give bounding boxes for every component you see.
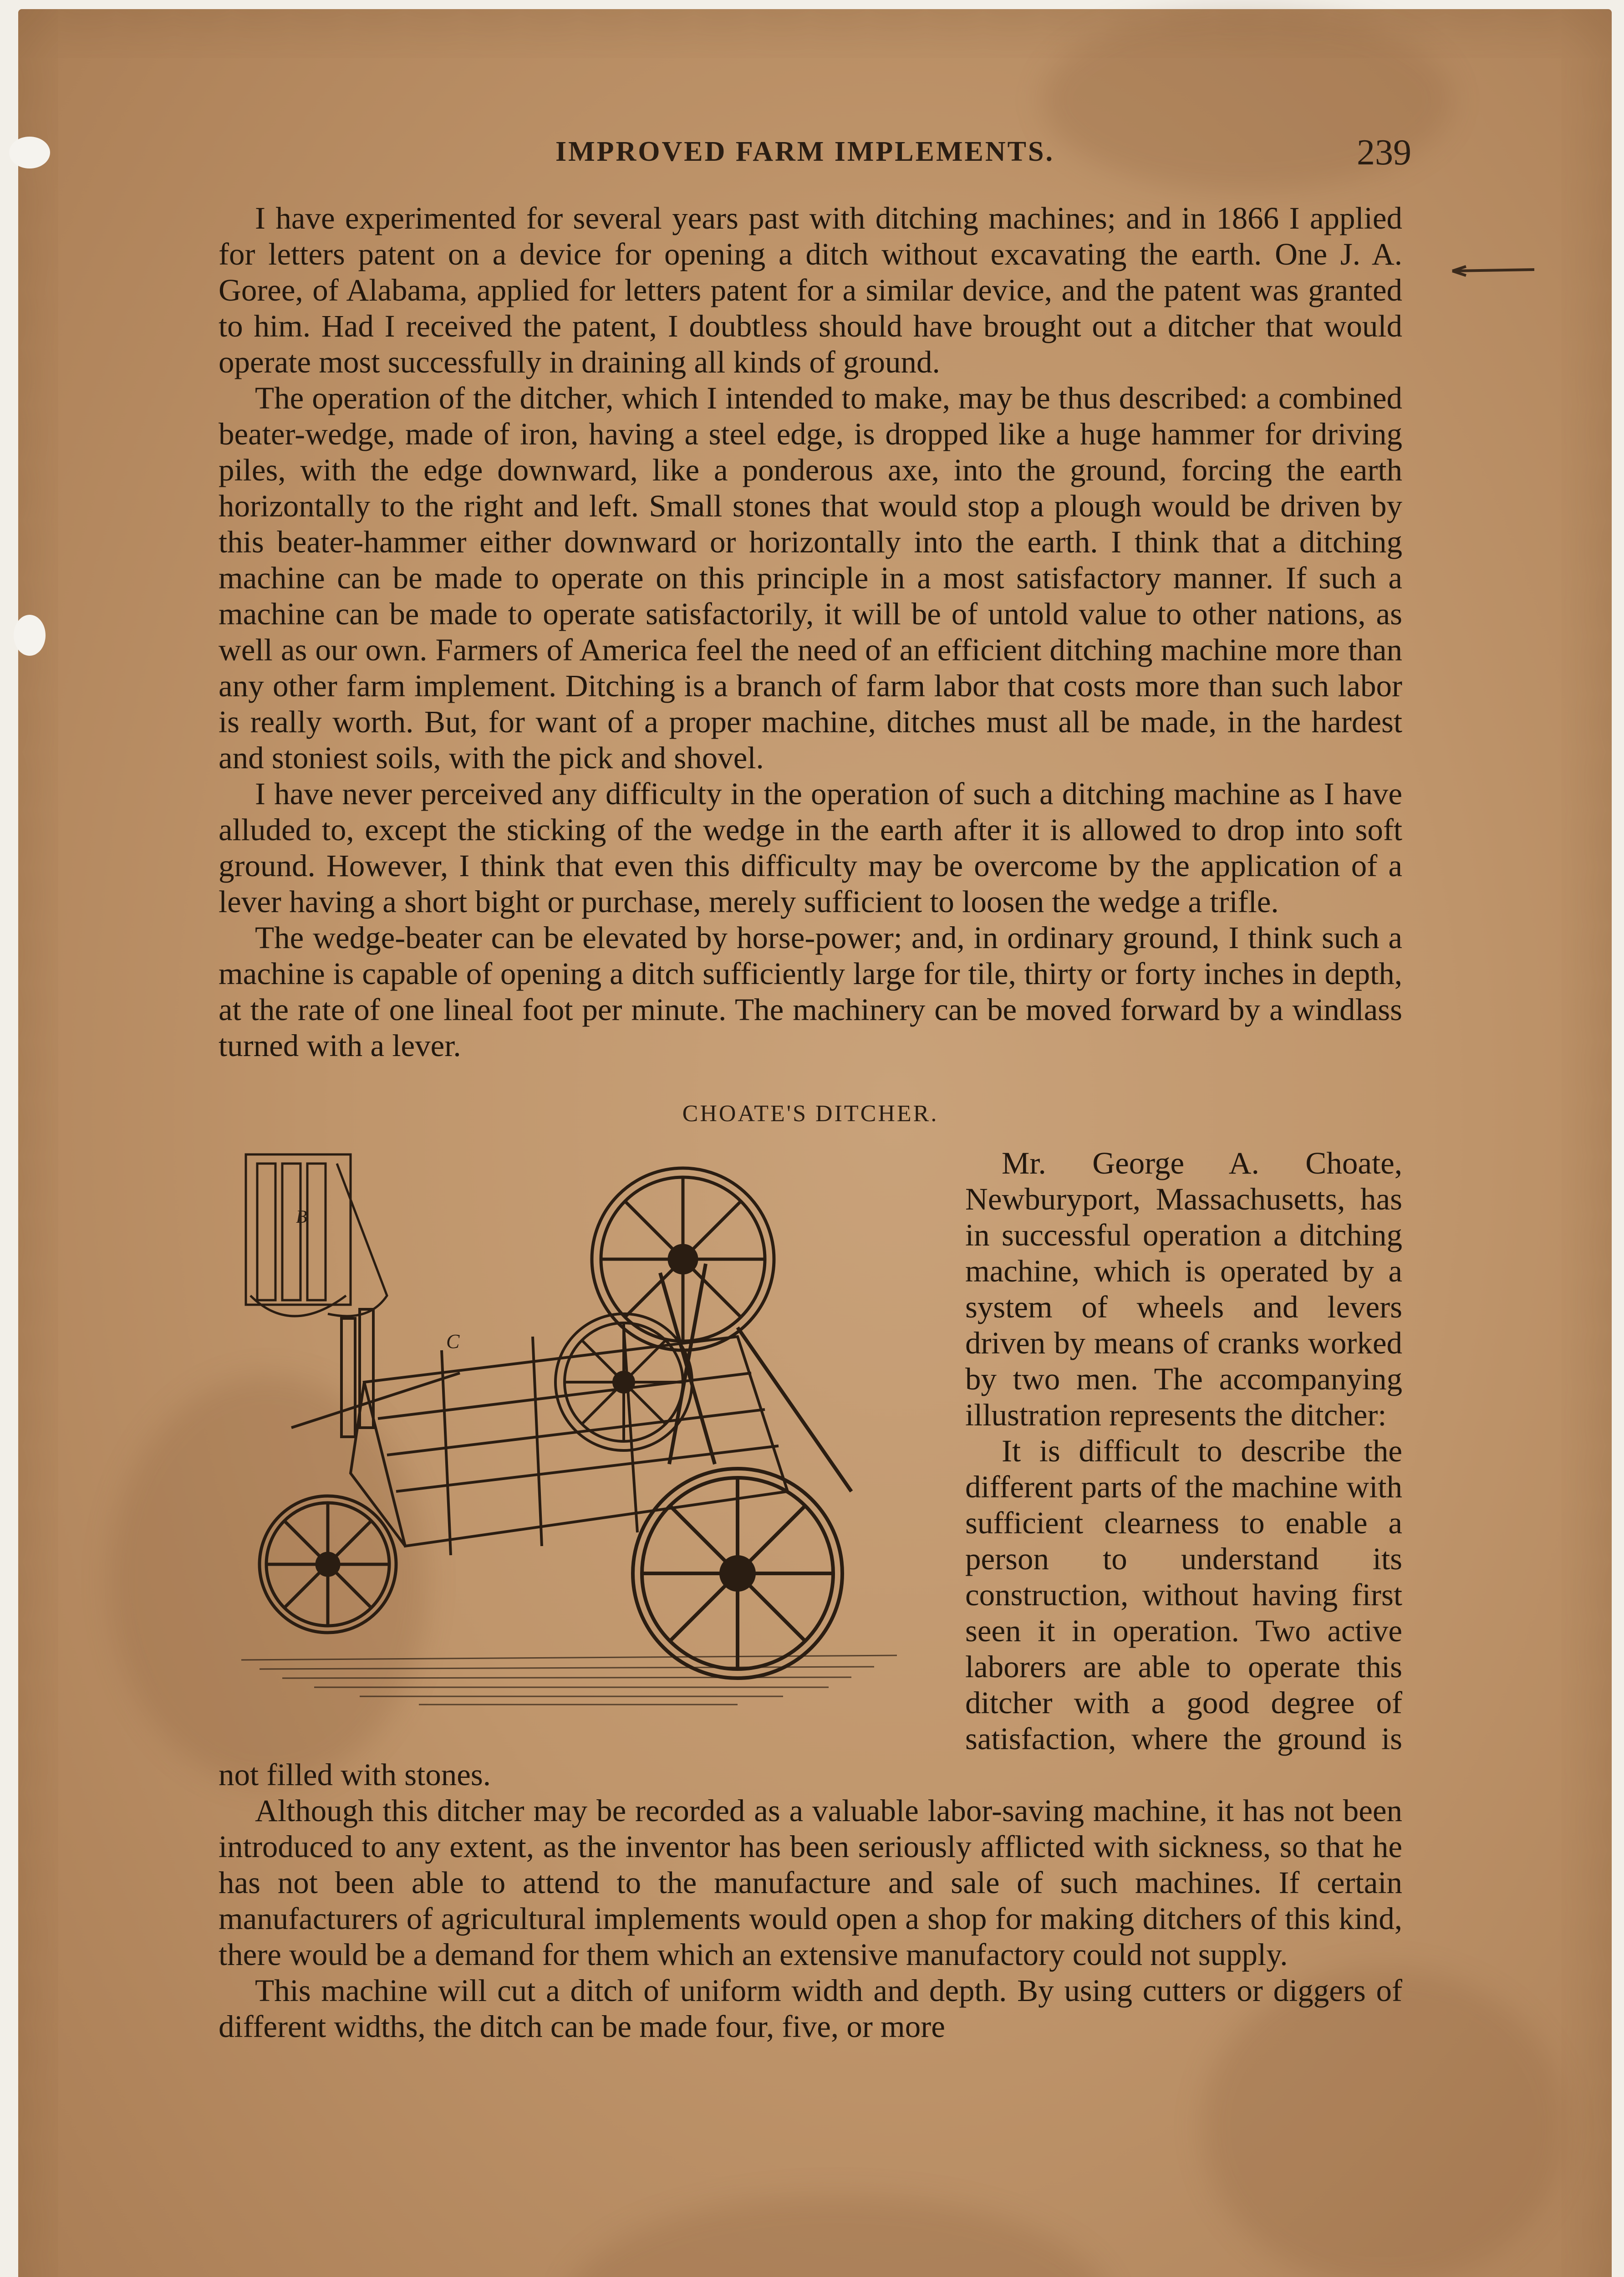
figure-label-b: B bbox=[296, 1206, 307, 1227]
paragraph: I have experimented for several years past with ditching machines; and in 1866 I applied for letters patent on a device for opening a ditch without excavating the earth. One J. A. Goree, of Alabama, applied for letters patent for a similar device, and the patent was granted to him. Had I received the patent, I doubtless should have brought out a ditcher that would operate most successfully in draining all kinds of ground. bbox=[219, 201, 1402, 379]
paragraph: Although this ditcher may be recorded as a valuable labor-saving machine, it has not been introduced to any extent, as the inventor has been seriously afflicted with sickness, so that he has not been able to attend to the manufacture and sale of such machines. If certain manufacturers of agricultural implements would open a shop for making ditchers of this kind, there would be a demand for them which an extensive manufactory could not supply. bbox=[219, 1793, 1402, 1972]
figure-section bbox=[219, 1145, 1402, 1793]
page-number: 239 bbox=[1357, 133, 1411, 173]
punch-hole bbox=[9, 137, 50, 168]
ditcher-engraving bbox=[214, 1145, 952, 1719]
figure-label-c: C bbox=[446, 1330, 460, 1353]
paragraph: I have never perceived any difficulty in the operation of such a ditching machine as I have alluded to, except the sticking of the wedge in the earth after it is allowed to drop into soft ground. However, I think that even this difficulty may be overcome by the application of a lever having a short bight or purchase, merely sufficient to loosen the wedge a trifle. bbox=[219, 776, 1402, 919]
figure-title: CHOATE'S DITCHER. bbox=[682, 1101, 939, 1127]
page-header bbox=[228, 132, 1411, 173]
punch-hole bbox=[14, 615, 46, 656]
ditcher-illustration bbox=[214, 1145, 952, 1719]
paragraph: Mr. George A. Choate, Newburyport, Massachusetts, has in successful operation a ditching machine, which is operated by a system of wheels and levers driven by means of cranks worked by two men. The accompanying illustration represents the ditcher: bbox=[965, 1146, 1402, 1432]
margin-arrow-mark bbox=[1448, 264, 1539, 278]
paragraph: This machine will cut a ditch of uniform width and depth. By using cutters or diggers of different widths, the ditch can be made four, five, or more bbox=[219, 1973, 1402, 2044]
body-text bbox=[219, 200, 1402, 2045]
paragraph: It is difficult to describe the different parts of the machine with sufficient clearness to enable a person to understand its construction, without having first seen it in operation. Two active laborers are able to operate this ditcher with a good degree of satisfaction, where the ground is not filled with stones. bbox=[219, 1434, 1402, 1792]
paragraph: The wedge-beater can be elevated by horse-power; and, in ordinary ground, I think such a machine is capable of opening a ditch sufficiently large for tile, thirty or forty inches in depth, at the rate of one lineal foot per minute. The machinery can be moved forward by a windlass turned with a lever. bbox=[219, 920, 1402, 1063]
running-head: IMPROVED FARM IMPLEMENTS. bbox=[555, 136, 1054, 167]
stain bbox=[565, 2195, 1111, 2277]
paragraph: The operation of the ditcher, which I intended to make, may be thus described: a combined beater-wedge, made of iron, having a steel edge, is dropped like a huge hammer for driving piles, with the edge downward, like a ponderous axe, into the ground, forcing the earth horizontally to the right and left. Small stones that would stop a plough would be driven by this beater-hammer either downward or horizontally into the earth. I think that a ditching machine can be made to operate on this principle in a most satisfactory manner. If such a machine can be made to operate satisfactorily, it will be of untold value to other nations, as well as our own. Farmers of America feel the need of an efficient ditching machine more than any other farm implement. Ditching is a branch of farm labor that costs more than such labor is really worth. But, for want of a proper machine, ditches must all be made, in the hardest and stoniest soils, with the pick and shovel. bbox=[219, 381, 1402, 775]
